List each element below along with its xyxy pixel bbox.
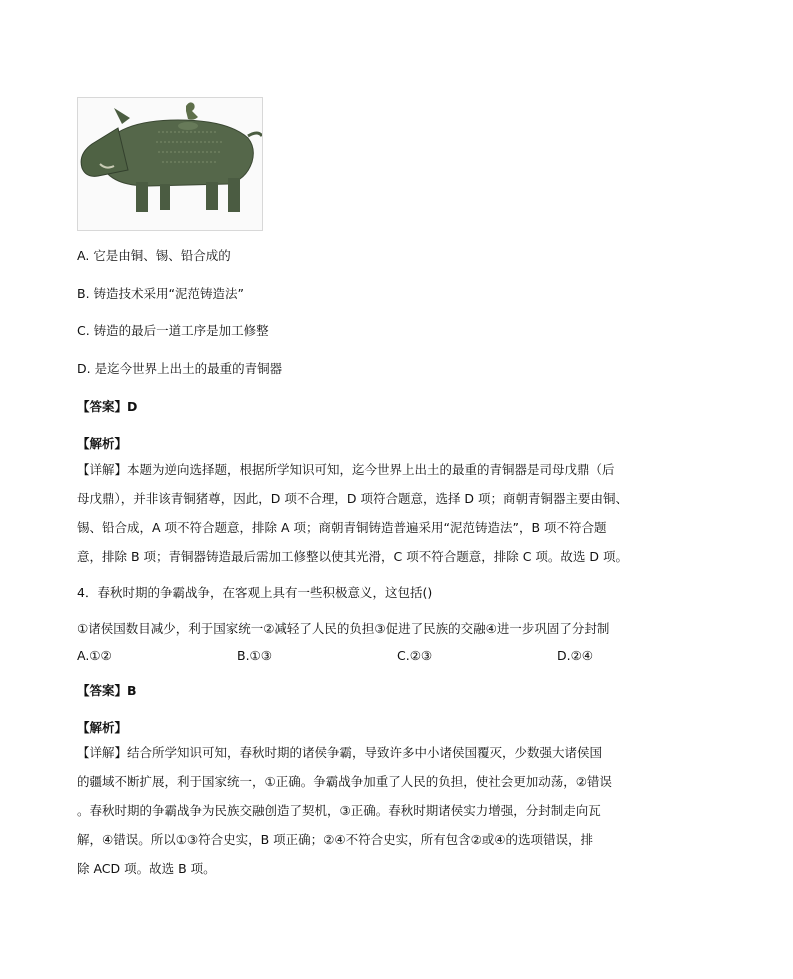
q4-detail-line: 解，④错误。所以①③符合史实，B 项正确；②④不符合史实，所有包含②或④的选项错误，排 (77, 832, 593, 847)
q4-option-d: D.②④ (557, 648, 594, 663)
q3-analysis-label: 【解析】 (77, 436, 128, 451)
q3-option-b: B. 铸造技术采用“泥范铸造法” (77, 286, 244, 301)
q3-detail-line: 锡、铅合成，A 项不符合题意，排除 A 项；商朝青铜铸造普遍采用“泥范铸造法”，B 项不符合题 (77, 520, 607, 535)
q3-detail-line: 【详解】本题为逆向选择题，根据所学知识可知，迄今世界上出土的最重的青铜器是司母戊鼎（后 (77, 462, 615, 477)
q4-detail (77, 738, 717, 883)
q3-option-c: C. 铸造的最后一道工序是加工修整 (77, 323, 269, 338)
q4-detail-line: 除 ACD 项。故选 B 项。 (77, 861, 216, 876)
bronze-pig-illustration (78, 98, 262, 230)
q3-detail-line: 母戊鼎），并非该青铜猪尊，因此，D 项不合理，D 项符合题意，选择 D 项；商朝青铜器主要由铜、 (77, 491, 629, 506)
q4-detail-line: 【详解】结合所学知识可知，春秋时期的诸侯争霸，导致许多中小诸侯国覆灭，少数强大诸侯国 (77, 745, 603, 760)
q4-detail-line: 。春秋时期的争霸战争为民族交融创造了契机，③正确。春秋时期诸侯实力增强，分封制走向瓦 (77, 803, 601, 818)
bronze-pig-zun-image (77, 97, 263, 231)
q4-option-b: B.①③ (237, 648, 272, 663)
q4-answer: 【答案】B (77, 683, 137, 698)
q4-detail-line: 的疆域不断扩展，利于国家统一，①正确。争霸战争加重了人民的负担，使社会更加动荡，②错误 (77, 774, 612, 789)
q3-detail (77, 455, 717, 571)
q4-stem: 4．春秋时期的争霸战争，在客观上具有一些积极意义，这包括() (77, 585, 433, 600)
q3-detail-line: 意，排除 B 项；青铜器铸造最后需加工修整以使其光滑，C 项不符合题意，排除 C 项。故选 D 项。 (77, 549, 628, 564)
q4-items: ①诸侯国数目减少，利于国家统一②减轻了人民的负担③促进了民族的交融④进一步巩固了分封制 (77, 621, 610, 636)
q4-analysis-label: 【解析】 (77, 720, 128, 735)
q3-option-d: D. 是迄今世界上出土的最重的青铜器 (77, 361, 283, 376)
q4-option-c: C.②③ (397, 648, 433, 663)
q4-option-a: A.①② (77, 648, 112, 663)
q3-option-a: A. 它是由铜、锡、铅合成的 (77, 248, 231, 263)
q3-answer: 【答案】D (77, 399, 138, 414)
